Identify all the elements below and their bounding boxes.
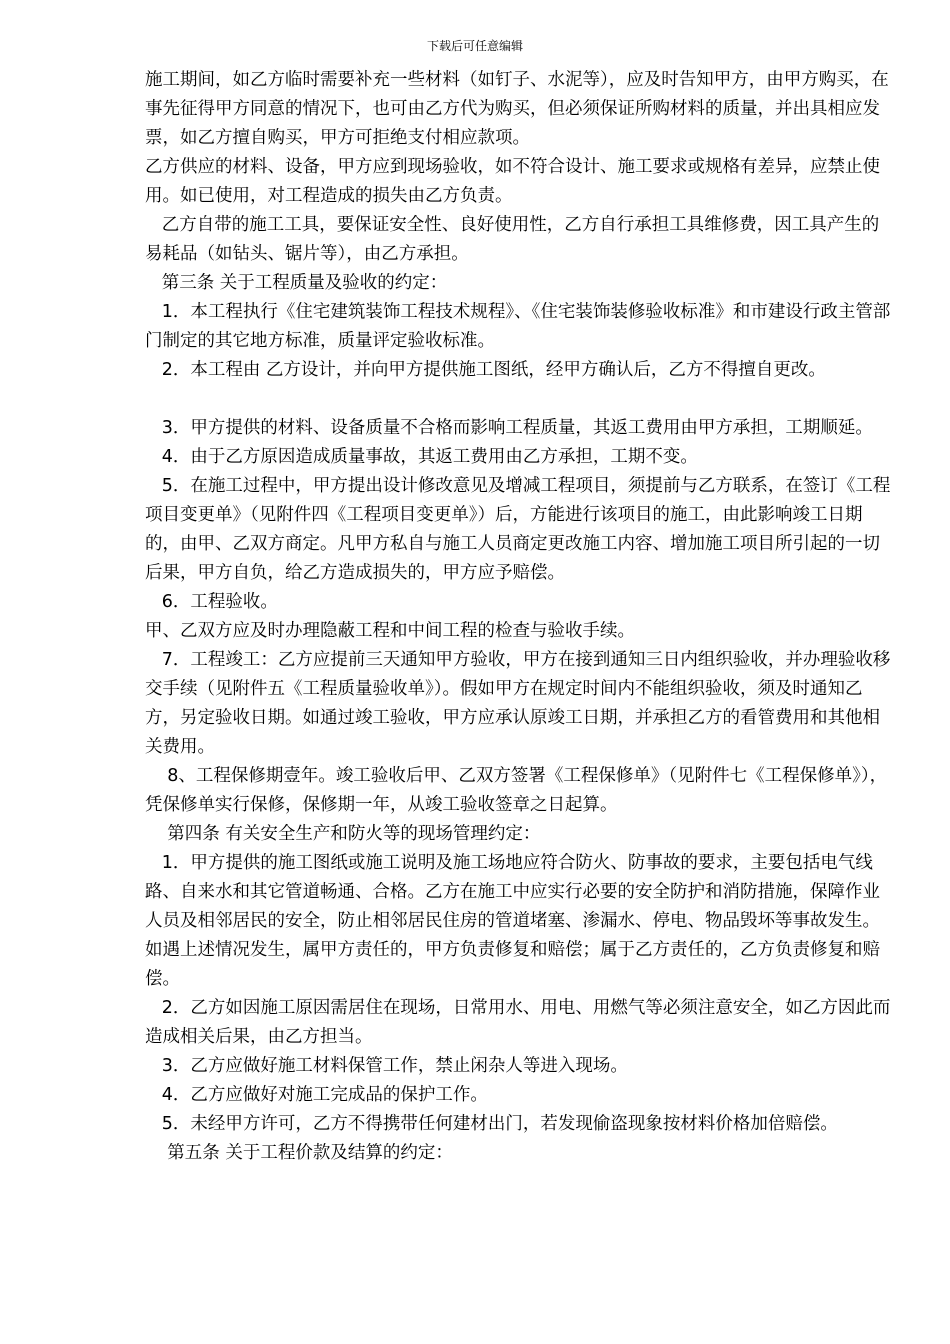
clause: 1．本工程执行《住宅建筑装饰工程技术规程》、《住宅装饰装修验收标准》和市建设行政主管部门制定的其它地方标准，质量评定验收标准。: [145, 302, 891, 351]
clause: 2．乙方如因施工原因需居住在现场，日常用水、用电、用燃气等必须注意安全，如乙方因此而造成相关后果，由乙方担当。: [145, 998, 891, 1047]
clause: 5．未经甲方许可，乙方不得携带任何建材出门，若发现偷盗现象按材料价格加倍赔偿。: [145, 1114, 838, 1134]
document-body: [145, 66, 893, 1168]
clause: 4．乙方应做好对施工完成品的保护工作。: [145, 1085, 488, 1105]
section-heading: 第四条 有关安全生产和防火等的现场管理约定：: [145, 824, 541, 844]
clause: 1．甲方提供的施工图纸或施工说明及施工场地应符合防火、防事故的要求，主要包括电气线路、自来水和其它管道畅通、合格。乙方在施工中应实行必要的安全防护和消防措施，保障作业人员及相邻居民的安全，防止相邻居民住房的管道堵塞、渗漏水、停电、物品毁坏等事故发生。如遇上述情况发生，属甲方责任的，甲方负责修复和赔偿；属于乙方责任的，乙方负责修复和赔偿。: [145, 853, 880, 989]
paragraph: 甲、乙双方应及时办理隐蔽工程和中间工程的检查与验收手续。: [145, 621, 635, 641]
clause: 4．由于乙方原因造成质量事故，其返工费用由乙方承担，工期不变。: [145, 447, 698, 467]
blank-line: [145, 385, 893, 414]
paragraph: 乙方自带的施工工具，要保证安全性、良好使用性，乙方自行承担工具维修费，因工具产生的易耗品（如钻头、锯片等），由乙方承担。: [145, 215, 880, 264]
section-heading: 第三条 关于工程质量及验收的约定：: [145, 273, 448, 293]
clause: 2．本工程由 乙方设计，并向甲方提供施工图纸，经甲方确认后，乙方不得擅自更改。: [145, 360, 826, 380]
clause: 6．工程验收。: [145, 592, 278, 612]
section-heading: 第五条 关于工程价款及结算的约定：: [145, 1143, 453, 1163]
page-header: 下载后可任意编辑: [426, 39, 523, 53]
clause: 3．乙方应做好施工材料保管工作，禁止闲杂人等进入现场。: [145, 1056, 628, 1076]
paragraph: 乙方供应的材料、设备，甲方应到现场验收，如不符合设计、施工要求或规格有差异，应禁止使用。如已使用，对工程造成的损失由乙方负责。: [145, 157, 880, 206]
clause: 3．甲方提供的材料、设备质量不合格而影响工程质量，其返工费用由甲方承担，工期顺延。: [145, 418, 873, 438]
clause: 5．在施工过程中，甲方提出设计修改意见及增减工程项目，须提前与乙方联系，在签订《工程项目变更单》（见附件四《工程项目变更单》）后，方能进行该项目的施工，由此影响竣工日期的，由甲、乙双方商定。凡甲方私自与施工人员商定更改施工内容、增加施工项目所引起的一切后果，甲方自负，给乙方造成损失的，甲方应予赔偿。: [145, 476, 891, 583]
clause: 7．工程竣工：乙方应提前三天通知甲方验收，甲方在接到通知三日内组织验收，并办理验收移交手续（见附件五《工程质量验收单》）。假如甲方在规定时间内不能组织验收，须及时通知乙方，另定验收日期。如通过竣工验收，甲方应承认原竣工日期，并承担乙方的看管费用和其他相关费用。: [145, 650, 891, 757]
paragraph: 施工期间，如乙方临时需要补充一些材料（如钉子、水泥等），应及时告知甲方，由甲方购买，在事先征得甲方同意的情况下，也可由乙方代为购买，但必须保证所购材料的质量，并出具相应发票，如乙方擅自购买，甲方可拒绝支付相应款项。: [145, 70, 889, 148]
clause: 8、工程保修期壹年。竣工验收后甲、乙双方签署《工程保修单》（见附件七《工程保修单》），凭保修单实行保修，保修期一年，从竣工验收签章之日起算。: [145, 766, 888, 815]
